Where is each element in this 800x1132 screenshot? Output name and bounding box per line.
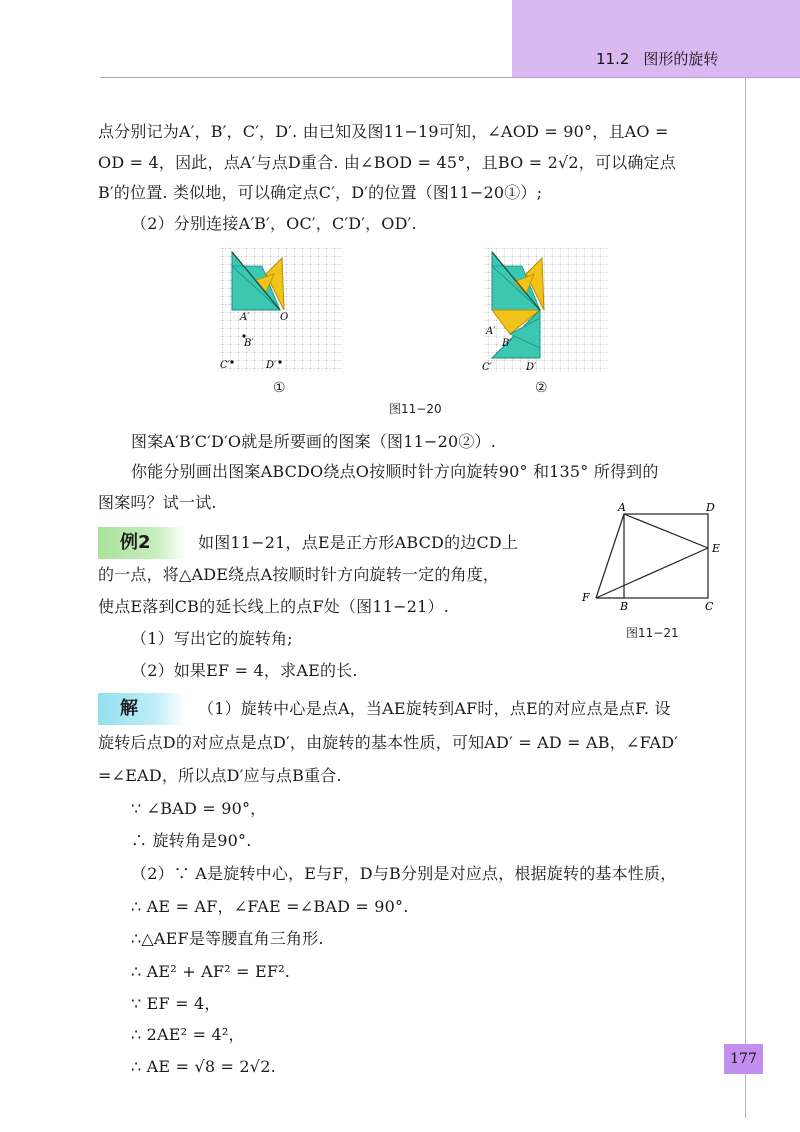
label-o: O [280,312,289,323]
text-line: 如图11−21，点E是正方形ABCD的边CD上 [198,533,519,552]
solution-tag: 解 [98,693,186,725]
vertex-c: C [705,600,714,612]
text-line: （2）∵ A是旋转中心，E与F，D与B分别是对应点，根据旋转的基本性质， [131,864,677,883]
section-title: 图形的旋转 [643,50,719,68]
text-line: 的一点，将△ADE绕点A按顺时针方向旋转一定的角度， [98,565,500,584]
figure-11-20-part1 [214,248,346,374]
label-b-prime: B′ [502,338,512,349]
vertex-b: B [620,600,629,612]
vertex-e: E [712,542,721,555]
label-c-prime: C′ [220,360,230,371]
subfigure-label-1: ① [273,380,286,396]
point [242,334,245,337]
segment-af [596,514,624,598]
text-line: 图案A′B′C′D′O就是所要画的图案（图11−20②）. [131,432,497,451]
segment-fe [596,548,708,598]
label-d-prime: D′ [526,362,537,373]
text-line: 图案吗？试一试. [98,493,217,512]
side-rule [745,78,746,1118]
label-c-prime: C′ [482,362,492,373]
vertex-a: A [618,501,626,514]
square-abcd [624,514,708,598]
text-line: ∵ EF = 4， [131,994,221,1013]
text-line: =∠EAD，所以点D′应与点B重合. [98,766,342,785]
figure-11-20-part2 [480,248,612,374]
point [230,360,233,363]
text-line: B′的位置. 类似地，可以确定点C′，D′的位置（图11−20①）; [98,183,543,202]
figure-11-21 [578,500,728,612]
label-b-prime: B′ [244,338,254,349]
label-a-prime: A′ [486,326,496,337]
text-line: 使点E落到CB的延长线上的点F处（图11−21）. [98,597,449,616]
section-number: 11.2 [596,50,630,68]
text-line: （1）写出它的旋转角; [131,629,293,648]
text-line: 旋转后点D的对应点是点D′，由旋转的基本性质，可知AD′ = AD = AB，∠FAD′ [98,733,679,752]
text-line: ∴ AE = AF，∠FAE =∠BAD = 90°. [131,897,409,916]
label-a-prime: A′ [240,312,250,323]
header-rule [100,77,800,78]
text-line: （2）分别连接A′B′，OC′，C′D′，OD′. [131,214,417,233]
example-tag: 例2 [98,527,186,559]
text-line: ∴ AE² + AF² = EF². [131,962,291,981]
label-d-prime: D′ [266,360,277,371]
figure-caption: 图11−20 [389,402,442,416]
point [278,360,281,363]
figure-caption: 图11−21 [626,626,679,640]
segment-ae [624,514,708,548]
text-line: （1）旋转中心是点A，当AE旋转到AF时，点E的对应点是点F. 设 [198,699,671,718]
section-header [596,48,718,69]
text-line: 点分别记为A′，B′，C′，D′. 由已知及图11−19可知，∠AOD = 90°，且AO = [98,122,669,141]
text-line: ∴△AEF是等腰直角三角形. [131,929,324,948]
vertex-d: D [706,501,715,514]
text-line: 你能分别画出图案ABCDO绕点O按顺时针方向旋转90° 和135° 所得到的 [131,462,659,481]
text-line: ∴ 2AE² = 4²， [131,1025,245,1044]
text-line: （2）如果EF = 4，求AE的长. [131,661,358,680]
text-line: ∴ 旋转角是90°. [131,831,252,850]
text-line: ∴ AE = √8 = 2√2. [131,1057,276,1076]
subfigure-label-2: ② [535,380,548,396]
page-number: 177 [724,1044,763,1074]
vertex-f: F [582,591,590,604]
text-line: OD = 4，因此，点A′与点D重合. 由∠BOD = 45°，且BO = 2√2，可以确定点 [98,153,676,172]
text-line: ∵ ∠BAD = 90°， [131,799,267,818]
